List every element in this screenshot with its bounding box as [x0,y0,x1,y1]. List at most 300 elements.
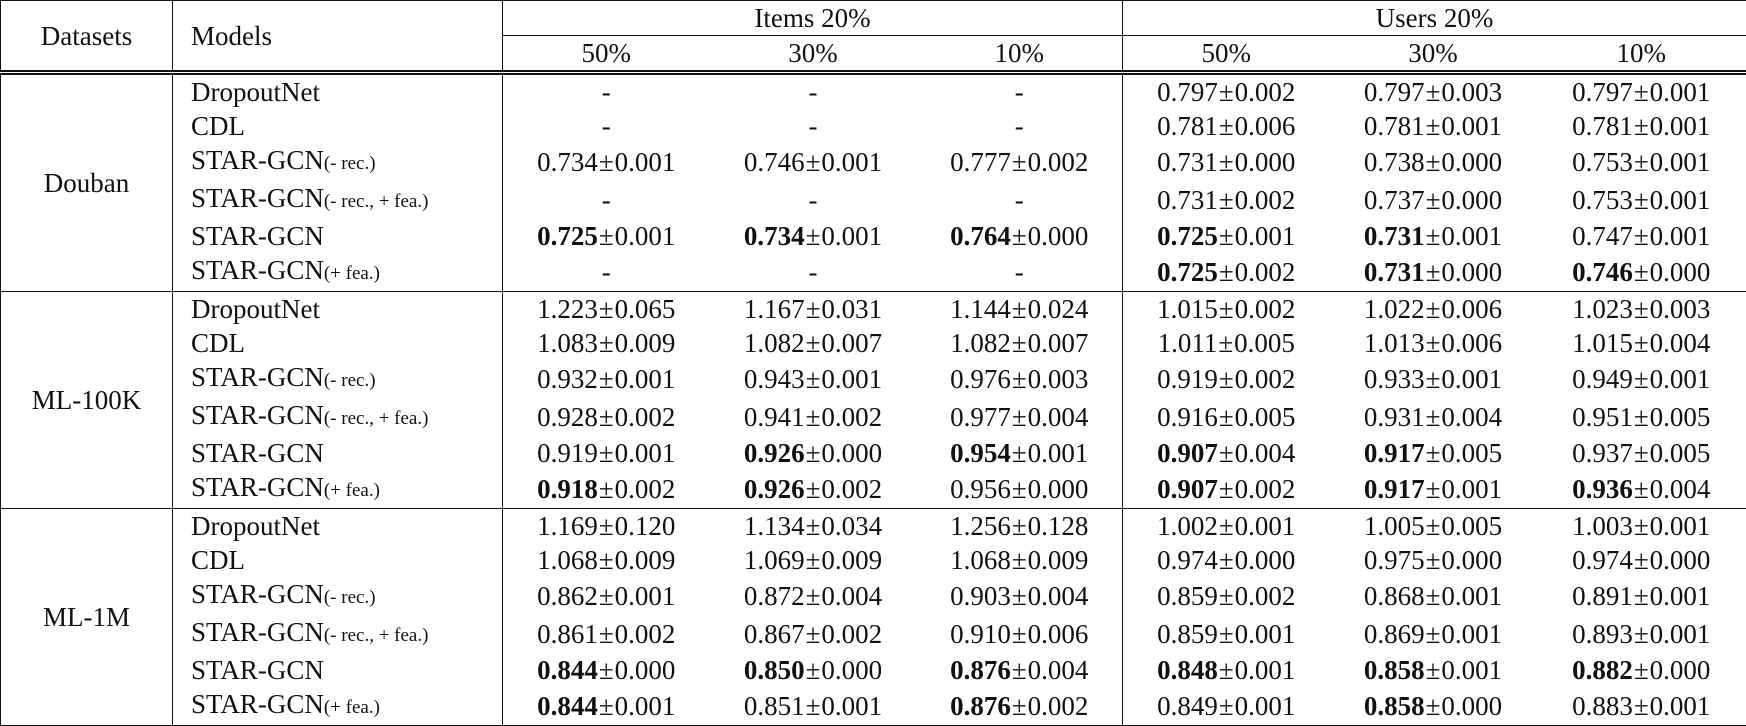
metric-value: - [1015,77,1024,107]
metric-cell [1537,143,1746,181]
metric-value-best: 0.876 [950,655,1011,685]
model-name: STAR-GCN [191,183,324,213]
metric-value-best: 0.882 [1572,655,1633,685]
model-variant: (+ fea.) [324,480,380,501]
plus-minus-sign: ± [1633,655,1650,685]
header-models: Models [173,1,503,73]
metric-cell [1537,181,1746,219]
table-row [1,360,1746,398]
metric-cell [710,143,917,181]
metric-cell [1330,577,1537,615]
metric-std: 0.009 [821,545,882,575]
metric-value-best: 0.725 [1157,221,1218,251]
model-name: STAR-GCN [191,145,324,175]
metric-value: - [809,111,818,141]
metric-cell [1123,326,1330,360]
plus-minus-sign: ± [1425,438,1442,468]
metric-value: 0.861 [537,619,598,649]
header-items-10: 10% [917,36,1123,73]
plus-minus-sign: ± [1425,77,1442,107]
metric-value-best: 0.918 [537,474,598,504]
plus-minus-sign: ± [1633,581,1650,611]
metric-cell [503,543,710,577]
metric-std: 0.001 [1650,511,1711,541]
plus-minus-sign: ± [598,294,615,324]
plus-minus-sign: ± [598,691,615,721]
metric-std: 0.001 [615,364,676,394]
plus-minus-sign: ± [1011,438,1028,468]
metric-std: 0.006 [1441,328,1502,358]
plus-minus-sign: ± [1633,221,1650,251]
metric-value: 0.903 [950,581,1011,611]
table-row [1,653,1746,687]
model-name: DropoutNet [191,294,320,324]
plus-minus-sign: ± [1425,545,1442,575]
metric-value: 1.002 [1157,511,1218,541]
plus-minus-sign: ± [1218,691,1235,721]
plus-minus-sign: ± [1425,474,1442,504]
plus-minus-sign: ± [1011,147,1028,177]
metric-value: 0.943 [744,364,805,394]
metric-std: 0.002 [1028,147,1089,177]
metric-value: - [1015,257,1024,287]
header-users-10: 10% [1537,36,1746,73]
metric-cell [503,398,710,436]
metric-cell [1537,577,1746,615]
metric-cell [917,577,1123,615]
metric-cell [1330,326,1537,360]
metric-cell [1123,73,1330,110]
metric-value: 0.867 [744,619,805,649]
metric-value: 1.082 [744,328,805,358]
plus-minus-sign: ± [1011,655,1028,685]
metric-cell [503,687,710,726]
metric-value: 0.753 [1572,147,1633,177]
metric-value: 0.893 [1572,619,1633,649]
metric-std: 0.065 [615,294,676,324]
metric-value: 0.975 [1364,545,1425,575]
metric-value: 0.974 [1157,545,1218,575]
metric-cell [503,470,710,509]
metric-value: - [1015,111,1024,141]
metric-cell [917,326,1123,360]
model-name-cell [173,470,503,509]
metric-cell [710,653,917,687]
metric-cell [710,360,917,398]
metric-std: 0.003 [1650,294,1711,324]
dataset-label: ML-100K [1,292,173,509]
metric-cell [917,143,1123,181]
plus-minus-sign: ± [1633,111,1650,141]
metric-std: 0.001 [1650,691,1711,721]
metric-std: 0.001 [1441,364,1502,394]
metric-std: 0.001 [1441,619,1502,649]
metric-value: 0.976 [950,364,1011,394]
plus-minus-sign: ± [598,474,615,504]
table-row [1,109,1746,143]
plus-minus-sign: ± [805,328,822,358]
metric-value-best: 0.850 [744,655,805,685]
metric-std: 0.001 [1235,691,1296,721]
model-name-cell [173,653,503,687]
metric-value: 0.738 [1364,147,1425,177]
model-variant: (- rec., + fea.) [324,191,429,212]
metric-std: 0.001 [821,147,882,177]
metric-value: 0.797 [1572,77,1633,107]
metric-cell [503,73,710,110]
metric-cell [503,143,710,181]
metric-std: 0.002 [1235,364,1296,394]
metric-value: 0.731 [1157,147,1218,177]
metric-value: 0.941 [744,402,805,432]
metric-cell [1330,253,1537,292]
metric-cell [917,687,1123,726]
plus-minus-sign: ± [1633,438,1650,468]
model-name-cell [173,219,503,253]
metric-std: 0.001 [615,438,676,468]
table-row [1,219,1746,253]
metric-value: - [602,257,611,287]
model-name-cell [173,109,503,143]
model-name-cell [173,143,503,181]
metric-cell [710,436,917,470]
metric-cell [917,253,1123,292]
plus-minus-sign: ± [805,294,822,324]
metric-value-best: 0.907 [1157,474,1218,504]
metric-value: 0.949 [1572,364,1633,394]
metric-std: 0.006 [1441,294,1502,324]
metric-std: 0.002 [615,474,676,504]
metric-std: 0.002 [1235,294,1296,324]
metric-std: 0.003 [1441,77,1502,107]
plus-minus-sign: ± [1217,328,1234,358]
metric-std: 0.009 [615,328,676,358]
plus-minus-sign: ± [1633,294,1650,324]
metric-cell [1330,436,1537,470]
model-name: STAR-GCN [191,221,324,251]
metric-value: - [1015,185,1024,215]
metric-value: 1.167 [744,294,805,324]
metric-std: 0.001 [1650,77,1711,107]
plus-minus-sign: ± [1218,257,1235,287]
metric-cell [503,219,710,253]
metric-cell [1330,73,1537,110]
metric-std: 0.004 [1028,402,1089,432]
metric-cell [710,326,917,360]
model-name: STAR-GCN [191,255,324,285]
plus-minus-sign: ± [1011,402,1028,432]
metric-value-best: 0.746 [1572,257,1633,287]
plus-minus-sign: ± [1425,147,1442,177]
metric-std: 0.001 [1650,185,1711,215]
metric-cell [1330,360,1537,398]
metric-value-best: 0.926 [744,474,805,504]
metric-value: 0.849 [1157,691,1218,721]
plus-minus-sign: ± [1218,294,1235,324]
metric-cell [503,577,710,615]
metric-std: 0.002 [821,474,882,504]
metric-cell [1123,509,1330,544]
metric-cell [1537,543,1746,577]
metric-value: 1.068 [537,545,598,575]
dataset-label: Douban [1,73,173,292]
metric-cell [710,253,917,292]
metric-value: - [809,257,818,287]
metric-cell [1537,509,1746,544]
metric-cell [1123,143,1330,181]
model-name: CDL [191,328,245,358]
metric-std: 0.005 [1650,402,1711,432]
metric-std: 0.004 [1235,438,1296,468]
metric-value: 0.869 [1364,619,1425,649]
metric-value: 1.013 [1364,328,1425,358]
metric-std: 0.001 [1028,438,1089,468]
metric-std: 0.001 [1650,147,1711,177]
metric-std: 0.006 [1028,619,1089,649]
metric-std: 0.009 [615,545,676,575]
plus-minus-sign: ± [1218,581,1235,611]
metric-value: 0.932 [537,364,598,394]
metric-std: 0.001 [615,691,676,721]
plus-minus-sign: ± [598,221,615,251]
plus-minus-sign: ± [1425,511,1442,541]
metric-value: 0.747 [1572,221,1633,251]
metric-value: - [809,77,818,107]
metric-value: 0.919 [1157,364,1218,394]
metric-value-best: 0.844 [537,655,598,685]
metric-value: 0.883 [1572,691,1633,721]
plus-minus-sign: ± [598,402,615,432]
metric-cell [1537,470,1746,509]
metric-value: 0.851 [744,691,805,721]
metric-std: 0.031 [821,294,882,324]
metric-value: 0.891 [1572,581,1633,611]
metric-value: 1.015 [1157,294,1218,324]
metric-std: 0.001 [615,581,676,611]
plus-minus-sign: ± [1011,364,1028,394]
model-variant: (+ fea.) [324,263,380,284]
metric-value: 0.919 [537,438,598,468]
plus-minus-sign: ± [1011,328,1028,358]
model-name: DropoutNet [191,511,320,541]
model-name-cell [173,509,503,544]
plus-minus-sign: ± [1425,581,1442,611]
metric-value: - [602,77,611,107]
plus-minus-sign: ± [1425,328,1442,358]
metric-value: 0.781 [1364,111,1425,141]
metric-std: 0.001 [615,147,676,177]
metric-cell [1123,687,1330,726]
metric-std: 0.000 [1650,257,1711,287]
plus-minus-sign: ± [1633,77,1650,107]
metric-value-best: 0.858 [1364,691,1425,721]
metric-std: 0.000 [1441,185,1502,215]
metric-std: 0.000 [1028,221,1089,251]
plus-minus-sign: ± [805,364,822,394]
plus-minus-sign: ± [1011,221,1028,251]
metric-value: 0.797 [1157,77,1218,107]
metric-value-best: 0.731 [1364,257,1425,287]
model-name-cell [173,436,503,470]
plus-minus-sign: ± [805,221,822,251]
metric-std: 0.000 [615,655,676,685]
metric-std: 0.005 [1441,511,1502,541]
metric-value: 1.015 [1572,328,1633,358]
metric-cell [917,73,1123,110]
metric-std: 0.001 [1235,619,1296,649]
metric-value: 0.931 [1364,402,1425,432]
plus-minus-sign: ± [1218,619,1235,649]
metric-cell [1330,687,1537,726]
metric-std: 0.000 [1028,474,1089,504]
plus-minus-sign: ± [598,619,615,649]
plus-minus-sign: ± [598,655,615,685]
metric-std: 0.005 [1650,438,1711,468]
metric-cell [1123,653,1330,687]
metric-std: 0.004 [1028,655,1089,685]
metric-cell [917,360,1123,398]
model-name-cell [173,360,503,398]
metric-cell [917,109,1123,143]
model-name-cell [173,543,503,577]
metric-value: 0.746 [744,147,805,177]
metric-value-best: 0.731 [1364,221,1425,251]
metric-std: 0.001 [1235,221,1296,251]
metric-cell [503,436,710,470]
metric-std: 0.000 [1235,545,1296,575]
metric-value-best: 0.848 [1157,655,1218,685]
plus-minus-sign: ± [1633,328,1650,358]
metric-std: 0.000 [1650,655,1711,685]
metric-std: 0.001 [615,221,676,251]
metric-value: 1.022 [1364,294,1425,324]
model-name-cell [173,687,503,726]
plus-minus-sign: ± [598,581,615,611]
metric-cell [710,398,917,436]
metric-cell [917,436,1123,470]
metric-cell [710,219,917,253]
plus-minus-sign: ± [1011,619,1028,649]
metric-value: 0.753 [1572,185,1633,215]
metric-std: 0.024 [1028,294,1089,324]
model-name: DropoutNet [191,77,320,107]
plus-minus-sign: ± [1218,364,1235,394]
metric-std: 0.128 [1028,511,1089,541]
metric-std: 0.004 [821,581,882,611]
plus-minus-sign: ± [1425,655,1442,685]
metric-value: - [602,111,611,141]
metric-std: 0.002 [1235,257,1296,287]
plus-minus-sign: ± [598,511,615,541]
metric-cell [710,687,917,726]
metric-value: 0.781 [1157,111,1218,141]
plus-minus-sign: ± [1011,545,1028,575]
model-name-cell [173,577,503,615]
metric-value: 1.023 [1572,294,1633,324]
metric-std: 0.001 [821,691,882,721]
model-name: STAR-GCN [191,655,324,685]
metric-cell [1123,615,1330,653]
plus-minus-sign: ± [1218,511,1235,541]
plus-minus-sign: ± [598,364,615,394]
metric-cell [1330,653,1537,687]
metric-std: 0.002 [1235,581,1296,611]
metric-value: 1.069 [744,545,805,575]
metric-std: 0.034 [821,511,882,541]
metric-value: 0.734 [537,147,598,177]
metric-cell [1537,436,1746,470]
table-row [1,615,1746,653]
metric-value: 1.134 [744,511,805,541]
metric-std: 0.006 [1235,111,1296,141]
metric-std: 0.120 [615,511,676,541]
metric-value-best: 0.764 [950,221,1011,251]
metric-cell [503,253,710,292]
plus-minus-sign: ± [1425,619,1442,649]
table-row [1,181,1746,219]
metric-cell [1123,543,1330,577]
table-row [1,577,1746,615]
table-row [1,509,1746,544]
metric-std: 0.002 [1235,185,1296,215]
metric-cell [1537,109,1746,143]
metric-cell [917,470,1123,509]
plus-minus-sign: ± [1633,185,1650,215]
metric-std: 0.001 [1650,581,1711,611]
metric-std: 0.001 [1235,655,1296,685]
metric-cell [1537,73,1746,110]
metric-std: 0.002 [615,402,676,432]
plus-minus-sign: ± [805,655,822,685]
plus-minus-sign: ± [1425,691,1442,721]
metric-cell [710,181,917,219]
plus-minus-sign: ± [1011,581,1028,611]
header-users-group: Users 20% [1123,1,1746,36]
plus-minus-sign: ± [805,691,822,721]
metric-cell [503,326,710,360]
model-variant: (- rec., + fea.) [324,408,429,429]
plus-minus-sign: ± [1633,691,1650,721]
metric-std: 0.001 [1650,364,1711,394]
metric-value: 0.777 [950,147,1011,177]
metric-cell [710,470,917,509]
metric-value: 0.951 [1572,402,1633,432]
metric-cell [1330,181,1537,219]
metric-cell [710,73,917,110]
plus-minus-sign: ± [805,545,822,575]
plus-minus-sign: ± [1011,691,1028,721]
metric-cell [1330,509,1537,544]
table-row [1,543,1746,577]
plus-minus-sign: ± [1425,364,1442,394]
metric-std: 0.003 [1028,364,1089,394]
model-variant: (- rec.) [324,587,376,608]
metric-cell [917,292,1123,327]
metric-cell [1123,109,1330,143]
plus-minus-sign: ± [1633,474,1650,504]
metric-std: 0.001 [1650,619,1711,649]
metric-cell [503,615,710,653]
metric-cell [1123,292,1330,327]
plus-minus-sign: ± [1633,545,1650,575]
metric-value-best: 0.734 [744,221,805,251]
model-name: STAR-GCN [191,617,324,647]
metric-std: 0.007 [821,328,882,358]
model-name-cell [173,615,503,653]
metric-cell [1330,543,1537,577]
plus-minus-sign: ± [1633,147,1650,177]
metric-value: 1.011 [1158,328,1218,358]
